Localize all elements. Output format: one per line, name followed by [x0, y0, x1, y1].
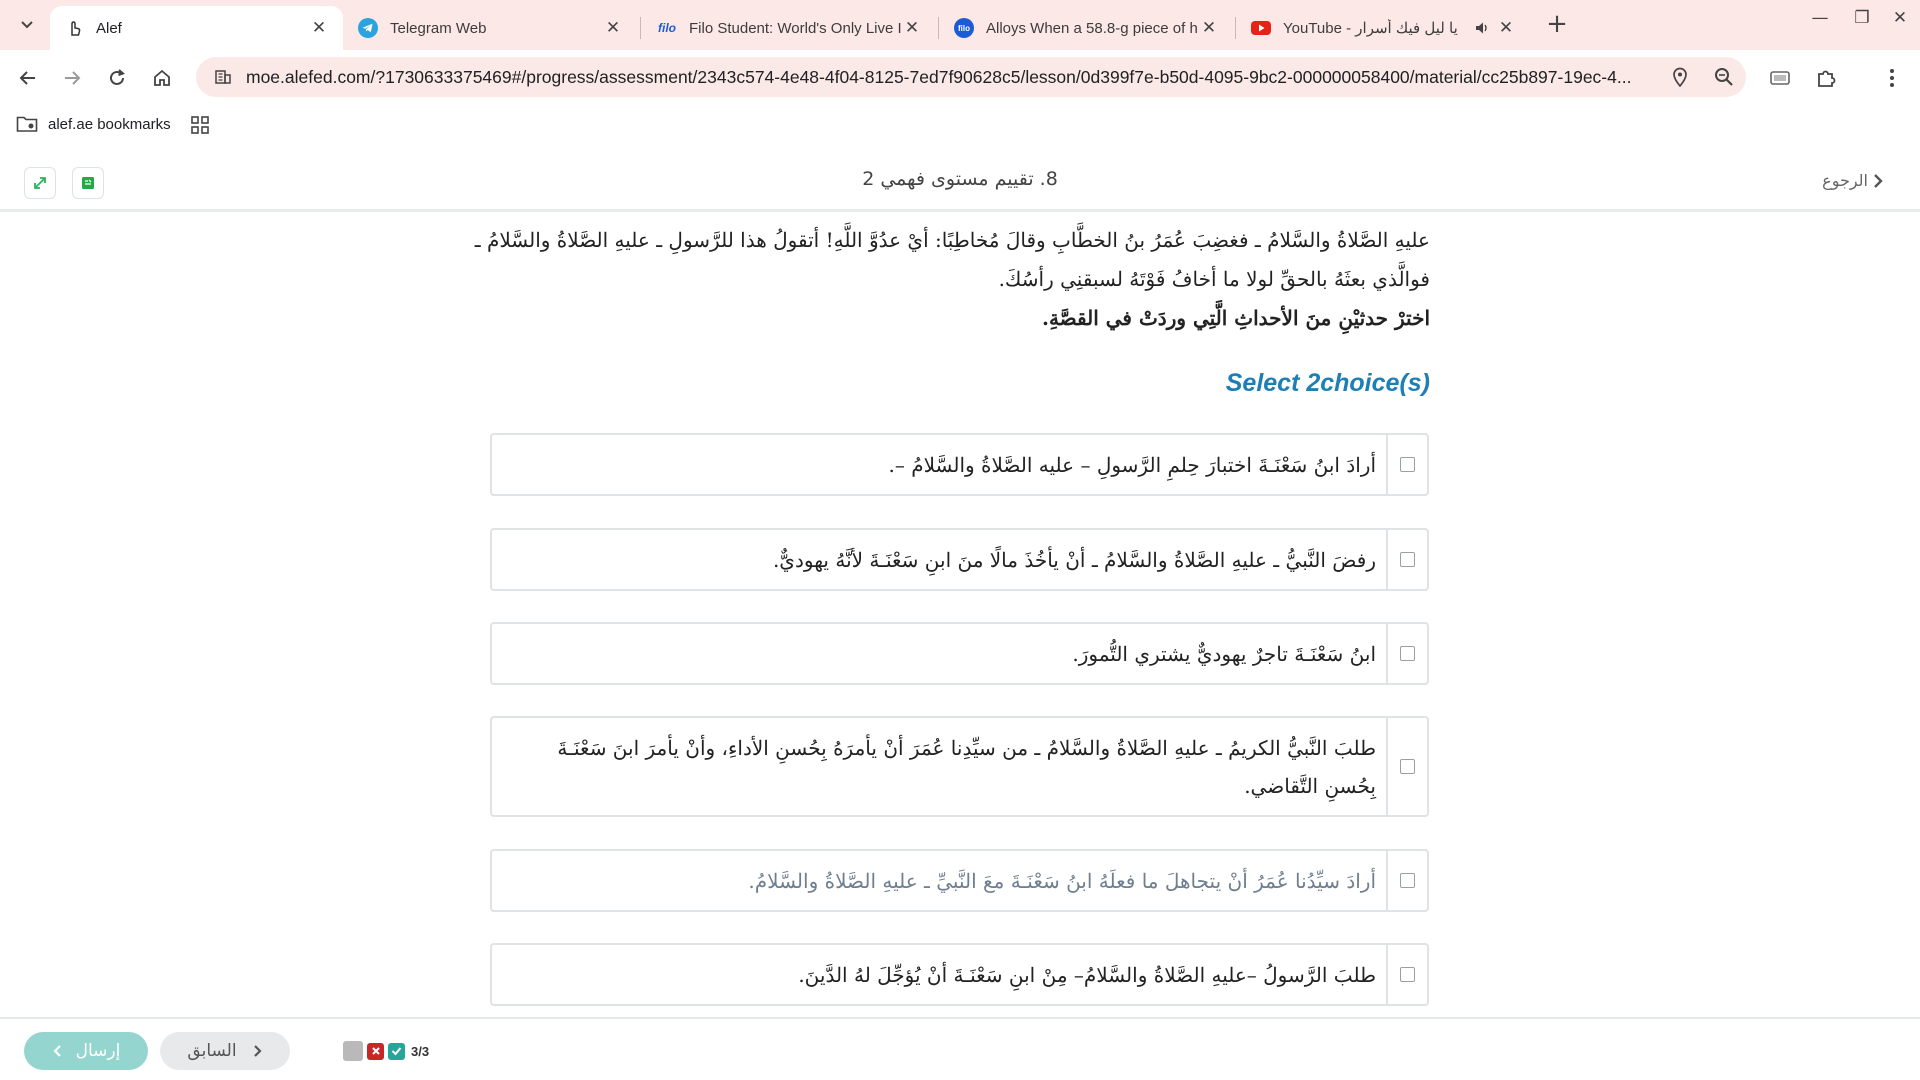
checkbox[interactable] [1400, 552, 1415, 567]
home-button[interactable] [146, 62, 178, 94]
choice-option-3[interactable] [490, 622, 1429, 685]
tab-title: Alef [96, 19, 122, 37]
tab-title: Telegram Web [390, 19, 487, 37]
chevron-down-icon [20, 17, 34, 31]
kebab-menu-icon [1889, 68, 1895, 88]
choice-checkbox-cell[interactable] [1386, 851, 1427, 910]
wrong-mark-icon [367, 1043, 384, 1060]
chevron-right-icon [1872, 173, 1884, 189]
lesson-header [0, 149, 1920, 212]
close-tab-icon[interactable]: ✕ [1201, 18, 1217, 37]
checkbox[interactable] [1400, 457, 1415, 472]
close-window-button[interactable]: ✕ [1892, 8, 1908, 28]
close-tab-icon[interactable]: ✕ [1498, 18, 1514, 37]
minimize-button[interactable]: — [1811, 8, 1829, 28]
bookmark-folder[interactable]: alef.ae bookmarks [16, 115, 171, 133]
choice-checkbox-cell[interactable] [1386, 945, 1427, 1004]
close-tab-icon[interactable]: ✕ [904, 18, 920, 37]
choice-option-2[interactable] [490, 528, 1429, 591]
choice-text: أرادَ ابنُ سَعْنَـةَ اختبارَ حِلمِ الرَّسولِ – عليه الصَّلاةُ والسَّلامُ –. [888, 452, 1376, 477]
previous-button[interactable]: السابق [160, 1032, 290, 1070]
url-text[interactable]: moe.alefed.com/?1730633375469#/progress/assessment/2343c574-4e48-4f04-8125-7ed7f90628c5/lesson/0d399f7e-b50d-4095-9bc2-000000058400/material/cc25b897-19ec-4... [246, 66, 1632, 87]
choice-text: طلبَ الرَّسولُ –عليهِ الصَّلاةُ والسَّلامُ– مِنْ ابنِ سَعْنَـةَ أنْ يُؤجِّلَ لهُ الدَّينَ. [798, 962, 1376, 987]
tab-divider [640, 17, 641, 39]
choice-text: أرادَ سيِّدُنا عُمَرُ أنْ يتجاهلَ ما فعلَهُ ابنُ سَعْنَـةَ معَ النَّبيِّ ـ عليهِ الصَّلاةُ والسَّلامُ. [748, 868, 1376, 893]
choice-checkbox-cell[interactable] [1386, 624, 1427, 683]
telegram-icon [358, 18, 378, 38]
assessment-footer [0, 1017, 1920, 1080]
choice-text: ابنُ سَعْنَـةَ تاجرٌ يهوديٌّ يشتري التُّمورَ. [1072, 641, 1376, 666]
filo-round-icon: filo [954, 18, 974, 38]
checkbox[interactable] [1400, 873, 1415, 888]
location-pin-icon[interactable] [1658, 67, 1702, 87]
chevron-right-icon [251, 1044, 263, 1058]
choice-option-5[interactable] [490, 849, 1429, 912]
folder-icon [16, 115, 38, 133]
arrow-right-icon [62, 68, 82, 88]
correct-check-icon [388, 1043, 405, 1060]
checkbox[interactable] [1400, 759, 1415, 774]
submit-button[interactable]: إرسال [24, 1032, 148, 1070]
new-tab-button[interactable]: + [1546, 9, 1568, 39]
assessment-content [0, 215, 1920, 1017]
tab-telegram[interactable] [344, 6, 637, 50]
tab-search-button[interactable] [12, 9, 42, 39]
back-button[interactable] [12, 62, 44, 94]
reload-icon [107, 68, 127, 88]
zoom-icon[interactable] [1702, 67, 1746, 87]
site-info-icon[interactable] [208, 68, 238, 86]
tab-cast-button[interactable] [1764, 62, 1796, 94]
tab-strip [0, 0, 1920, 50]
close-tab-icon[interactable]: ✕ [605, 18, 621, 37]
forward-button[interactable] [56, 62, 88, 94]
story-passage [330, 221, 1430, 338]
tab-divider [938, 17, 939, 39]
bookmarks-bar [0, 105, 1920, 149]
page-title: 8. تقييم مستوى فهمي 2 [862, 168, 1058, 190]
choice-text: طلبَ النَّبيُّ الكريمُ ـ عليهِ الصَّلاةُ والسَّلامُ ـ من سيِّدِنا عُمَرَ أنْ يأمرَهُ بِحُسنِ الأداءِ، وأنْ يأمرَ ابنَ سَعْنَـةَ بِحُسنِ التَّقاضي. [557, 735, 1376, 798]
media-icon [1769, 68, 1791, 88]
menu-button[interactable] [1876, 62, 1908, 94]
choice-option-4[interactable] [490, 716, 1429, 817]
close-tab-icon[interactable]: ✕ [311, 18, 327, 37]
chevron-left-icon [52, 1044, 64, 1058]
tab-title: YouTube - يا ليل فيك أسرار [1283, 20, 1458, 37]
choice-text: رفضَ النَّبيُّ ـ عليهِ الصَّلاةُ والسَّلامُ ـ أنْ يأخُذَ مالًا منَ ابنِ سَعْنَـةَ لأنَّهُ يهوديٌّ. [772, 547, 1376, 572]
choice-checkbox-cell[interactable] [1386, 718, 1427, 815]
progress-pending-box [343, 1041, 363, 1061]
choice-option-6[interactable] [490, 943, 1429, 1006]
selection-instruction: Select 2choice(s) [1225, 369, 1430, 397]
touch-icon [64, 18, 84, 38]
extensions-button[interactable] [1810, 62, 1842, 94]
address-bar[interactable] [196, 57, 1746, 97]
tab-youtube[interactable] [1237, 6, 1530, 50]
grid-icon [190, 115, 210, 135]
choice-checkbox-cell[interactable] [1386, 435, 1427, 494]
question-progress [343, 1041, 429, 1061]
youtube-icon [1251, 18, 1271, 38]
tab-filo-alloys[interactable] [940, 6, 1233, 50]
all-bookmarks-button[interactable] [190, 115, 210, 139]
tab-title: Alloys When a 58.8-g piece of h [986, 19, 1198, 37]
tab-divider [1235, 17, 1236, 39]
speaker-icon[interactable] [1474, 20, 1496, 36]
arrow-left-icon [18, 68, 38, 88]
choice-checkbox-cell[interactable] [1386, 530, 1427, 589]
browser-toolbar [0, 50, 1920, 105]
progress-count: 3/3 [411, 1043, 430, 1059]
choice-option-1[interactable] [490, 433, 1429, 496]
tab-title: Filo Student: World's Only Live I [689, 19, 902, 37]
checkbox[interactable] [1400, 967, 1415, 982]
home-icon [152, 68, 172, 88]
reload-button[interactable] [101, 62, 133, 94]
tab-alef[interactable] [50, 6, 343, 50]
question-text: اخترْ حدثيْنِ منَ الأحداثِ الَّتِي وردَتْ في القصَّةِ. [1042, 306, 1430, 330]
back-link[interactable]: الرجوع [1822, 171, 1884, 190]
restore-button[interactable]: ❐ [1854, 8, 1870, 28]
tab-filo[interactable] [643, 6, 936, 50]
puzzle-icon [1815, 67, 1837, 89]
passage-line: فوالَّذي بعثَهُ بالحقِّ لولا ما أخافُ فَوْتَهُ لسبقنِي رأسُكَ. [998, 267, 1430, 291]
checkbox[interactable] [1400, 646, 1415, 661]
filo-icon: filo [658, 21, 676, 35]
passage-line: عليهِ الصَّلاةُ والسَّلامُ ـ فغضِبَ عُمَرُ بنُ الخطَّابِ وقالَ مُخاطِبًا: أيْ عدُوَّ اللَّهِ! أتقولُ هذا للرَّسولِ ـ عليهِ الصَّلاةُ والسَّلامُ ـ [474, 228, 1430, 252]
